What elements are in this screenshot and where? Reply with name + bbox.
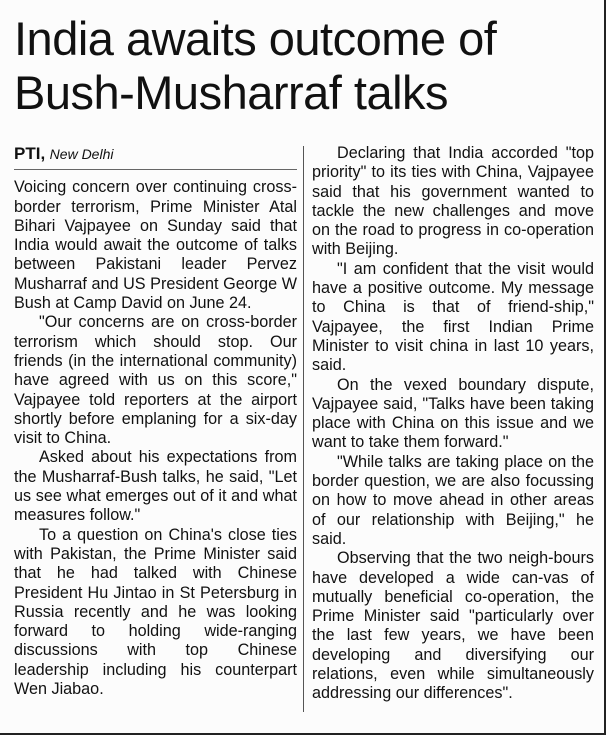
- headline-line-1: India awaits outcome of: [14, 12, 497, 65]
- paragraph: Voicing concern over continuing cross-border terrorism, Prime Minister Atal Bihari Vajpayee on Sunday said that India would await the outcome of talks between Pakistani leader Pervez Musharraf and US President George W Bush at Camp David on June 24.: [14, 178, 297, 313]
- paragraph: To a question on China's close ties with Pakistan, the Prime Minister said that he had talked with Chinese President Hu Jintao in St Petersburg in Russia recently and he was looking forward to holding wide-ranging discussions with top Chinese leadership including his counterpart Wen Jiabao.: [14, 525, 297, 699]
- paragraph: "While talks are taking place on the border question, we are also focussing on how to move ahead in other areas of our relationship with Beijing," he said.: [312, 452, 594, 548]
- byline: [14, 144, 297, 164]
- paragraph: "I am confident that the visit would have a positive outcome. My message to China is that of friend-ship," Vajpayee, the first Indian Prime Minister to visit china in last 10 years, said.: [312, 259, 594, 375]
- headline-line-2: Bush-Musharraf talks: [14, 66, 449, 119]
- byline-source: PTI,: [14, 144, 46, 163]
- article-column-left: [14, 144, 297, 699]
- byline-location: New Delhi: [49, 146, 114, 162]
- headline: [14, 12, 594, 120]
- article-column-right: [312, 144, 594, 704]
- paragraph: Observing that the two neigh-bours have developed a wide can-vas of mutually beneficial co-operation, the Prime Minister said "particularly over the last few years, we have been developing and diversifying our relations, even while simultaneously addressing our differences".: [312, 549, 594, 703]
- paragraph: On the vexed boundary dispute, Vajpayee said, "Talks have been taking place with China on this issue and we want to take them forward.": [312, 375, 594, 452]
- paragraph: Asked about his expectations from the Musharraf-Bush talks, he said, "Let us see what emerges out of it and what measures follow.": [14, 448, 297, 525]
- column-divider: [303, 146, 304, 712]
- paragraph: Declaring that India accorded "top priority" to its ties with China, Vajpayee said that his government wanted to tackle the new challenges and move on the road to progress in co-operation with Beijing.: [312, 144, 594, 259]
- byline-divider: [14, 169, 297, 170]
- paragraph: "Our concerns are on cross-border terrorism which should stop. Our friends (in the international community) have agreed with us on this score," Vajpayee told reporters at the airport shortly before emplaning for a six-day visit to China.: [14, 313, 297, 448]
